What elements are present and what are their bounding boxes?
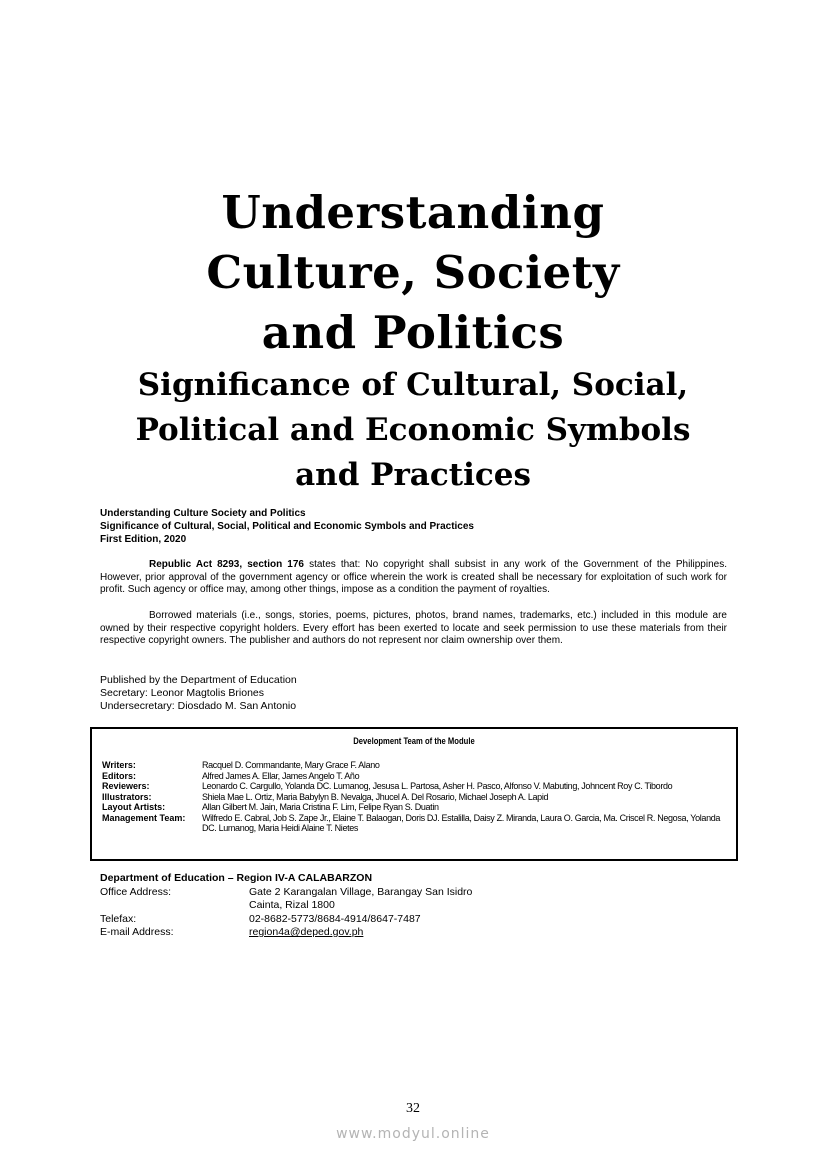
sub-title [0,363,826,498]
main-title [0,183,826,363]
publisher-info [100,674,297,713]
team-role: Reviewers: [102,781,150,791]
title-line: Understanding [221,186,605,239]
office-address-row-2 [100,899,472,913]
team-names: Shiela Mae L. Ortiz, Maria Babylyn B. Nevalga, Jhucel A. Del Rosario, Michael Joseph A. Lapid [202,791,549,802]
team-names: Alfred James A. Ellar, James Angelo T. Año [202,770,360,781]
team-names: Racquel D. Commandante, Mary Grace F. Alano [202,760,380,770]
telefax-value: 02-8682-5773/8684-4914/8647-7487 [249,912,421,925]
title-line: Culture, Society [206,246,620,299]
team-role: Illustrators: [102,791,152,802]
office-address-row [100,886,472,900]
meta-edition: First Edition, 2020 [100,534,187,545]
title-line: and Politics [261,306,565,359]
team-role: Writers: [102,760,136,770]
published-by: Published by the Department of Education [100,674,297,686]
team-list [102,760,732,834]
telefax-row [100,913,472,927]
office-address-label: Office Address: [100,885,172,898]
team-row-management [102,813,732,834]
team-role: Management Team: [102,812,186,823]
page-number: 32 [406,1101,420,1116]
team-row-reviewers [102,781,732,792]
law-reference: Republic Act 8293, section 176 [149,559,304,570]
meta-module-title: Significance of Cultural, Social, Political and Economic Symbols and Practices [100,521,474,532]
telefax-label: Telefax: [100,912,137,925]
development-team-box [90,727,738,861]
team-names: Leonardo C. Cargullo, Yolanda DC. Lumanog, Jesusa L. Partosa, Asher H. Pasco, Alfonso V. Mabuting, Johncent Roy C. Tibordo [202,781,673,791]
meta-course-title: Understanding Culture Society and Politics [100,508,306,519]
team-heading: Development Team of the Module [353,736,475,746]
team-names: Wilfredo E. Cabral, Job S. Zape Jr., Elaine T. Balaogan, Doris DJ. Estalilla, Daisy Z. Miranda, Laura O. Garcia, Ma. Criscel R. Negosa, Yolanda DC. Lumanog, Maria Heidi Alaine T. Nietes [202,812,721,833]
secretary: Secretary: Leonor Magtolis Briones [100,687,264,699]
team-role: Layout Artists: [102,802,166,812]
email-link[interactable]: region4a@deped.gov.ph [249,926,364,938]
email-row [100,926,472,940]
subtitle-line: Significance of Cultural, Social, [137,367,689,403]
team-row-editors [102,771,732,782]
undersecretary: Undersecretary: Diosdado M. San Antonio [100,700,297,712]
team-row-illustrators [102,792,732,803]
team-row-layout-artists [102,802,732,813]
team-names: Allan Gilbert M. Jain, Maria Cristina F. Lim, Felipe Ryan S. Duatin [202,802,439,812]
copyright-paragraph [100,559,727,597]
document-meta [100,507,730,546]
copyright-text: states that: No copyright shall subsist in any work of the Government of the Philippines. However, prior approval of the government agency or office wherein the work is created shall be necessary for exploitation of such work for profit. Such agency or office may, among other things, impose as a condition the payment of royalties. [100,559,727,595]
office-address-line2: Cainta, Rizal 1800 [249,899,335,911]
borrowed-materials-paragraph: Borrowed materials (i.e., songs, stories, poems, pictures, photos, brand names, trademarks, etc.) included in this module are owned by their respective copyright holders. Every effort has been exerted to locate and seek permission to use these materials from their respective copyright owners. The publisher and authors do not represent nor claim ownership over them. [100,610,727,646]
office-address-line1: Gate 2 Karangalan Village, Barangay San Isidro [249,885,473,898]
region-heading: Department of Education – Region IV-A CALABARZON [100,872,373,884]
team-role: Editors: [102,770,137,781]
subtitle-line: and Practices [295,457,531,493]
contact-info [100,872,472,940]
email-label: E-mail Address: [100,926,174,938]
subtitle-line: Political and Economic Symbols [135,412,691,448]
team-row-writers [102,760,732,771]
watermark: www.modyul.online [336,1126,490,1142]
title-block [0,183,826,498]
